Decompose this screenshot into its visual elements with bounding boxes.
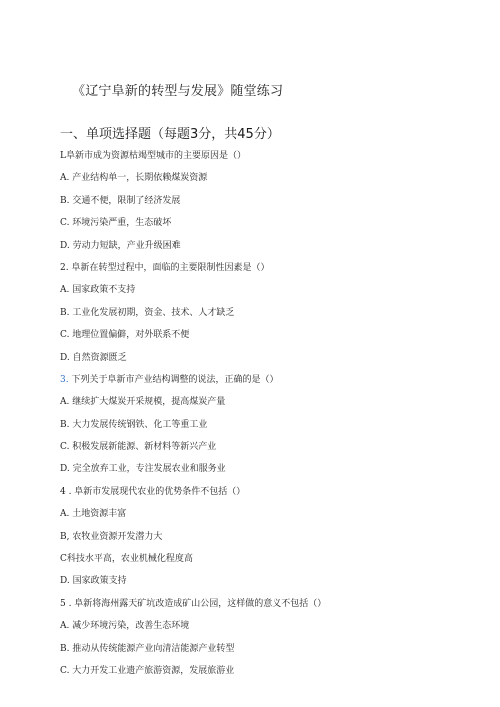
- line-text: C. 地理位置偏僻，对外联系不便: [60, 330, 190, 341]
- answer-option: [60, 302, 460, 324]
- section-heading: 一、单项选择题（每题3分，共45分）: [60, 127, 280, 142]
- answer-option: [60, 548, 460, 570]
- line-text: D. 自然资源匮乏: [60, 352, 127, 363]
- question-number: 3.: [60, 374, 69, 385]
- line-text: A. 产业结构单一，长期依赖煤炭资源: [60, 173, 208, 184]
- line-text: D. 劳动力短缺，产业升级困难: [60, 240, 181, 251]
- line-text: A. 土地资源丰富: [60, 509, 127, 520]
- answer-option: [60, 570, 460, 592]
- answer-option: [60, 167, 460, 189]
- line-text: B, 农牧业资源开发潜力大: [60, 531, 163, 542]
- answer-option: [60, 436, 460, 458]
- line-text: B. 工业化发展初期，资金、技术、人才缺乏: [60, 307, 235, 318]
- answer-option: [60, 414, 460, 436]
- answer-option: [60, 391, 460, 413]
- question-stem: [60, 145, 460, 167]
- question-stem: [60, 257, 460, 279]
- line-text: D. 国家政策支持: [60, 576, 127, 587]
- line-text: B. 大力发展传统钢铁、化工等重工业: [60, 419, 208, 430]
- answer-option: [60, 190, 460, 212]
- line-text: C科技水平高，农业机械化程度高: [60, 554, 193, 565]
- answer-option: [60, 503, 460, 525]
- answer-option: [60, 615, 460, 637]
- answer-option: [60, 235, 460, 257]
- line-text: 2. 阜新在转型过程中，面临的主要限制性因素是（）: [60, 262, 270, 273]
- line-text: 5 . 阜新将海州露天矿坑改造成矿山公园，这样做的意义不包括（）: [60, 598, 327, 609]
- answer-option: [60, 660, 460, 682]
- answer-option: [60, 638, 460, 660]
- line-text: D. 完全放弃工业，专注发展农业和服务业: [60, 464, 226, 475]
- answer-option: [60, 324, 460, 346]
- line-text: C. 大力开发工业遗产旅游资源，发展旅游业: [60, 665, 235, 676]
- line-text: 4 . 阜新市发展现代农业的优势条件不包括（）: [60, 486, 246, 497]
- line-text: A. 继续扩大煤炭开采规模，提高煤炭产量: [60, 397, 226, 408]
- line-text: C. 环境污染严重，生态破坏: [60, 218, 172, 229]
- line-text: C. 积极发展新能源、新材料等新兴产业: [60, 442, 217, 453]
- line-text: L阜新市成为资源枯竭型城市的主要原因是（）: [60, 151, 246, 161]
- line-text: 下列关于阜新市产业结构调整的说法，正确的是（）: [68, 374, 279, 385]
- question-stem: [60, 369, 460, 391]
- line-text: A. 国家政策不支持: [60, 285, 136, 296]
- answer-option: [60, 458, 460, 480]
- answer-option: [60, 526, 460, 548]
- answer-option: [60, 347, 460, 369]
- answer-option: [60, 279, 460, 301]
- line-text: B. 推动从传统能源产业向清洁能源产业转型: [60, 643, 235, 654]
- document-title: 《辽宁阜新的转型与发展》随堂练习: [72, 84, 284, 99]
- question-list: [60, 145, 460, 682]
- line-text: A. 减少环境污染，改善生态环境: [60, 621, 190, 632]
- answer-option: [60, 212, 460, 234]
- line-text: B. 交通不便，限制了经济发展: [60, 195, 181, 206]
- question-stem: [60, 593, 460, 615]
- question-stem: [60, 481, 460, 503]
